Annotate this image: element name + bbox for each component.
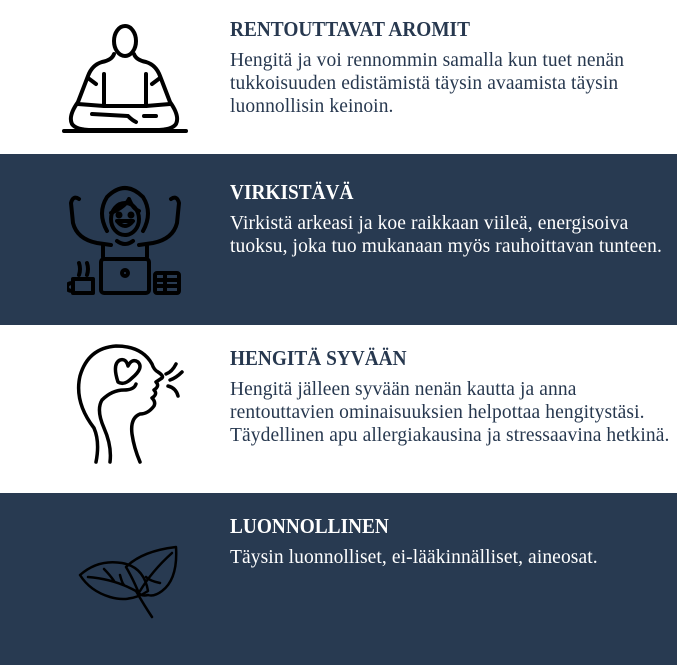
feature-heading: VIRKISTÄVÄ xyxy=(230,180,354,204)
feature-heading: HENGITÄ SYVÄÄN xyxy=(230,346,407,370)
feature-natural xyxy=(0,493,677,665)
feature-text xyxy=(230,346,670,447)
feature-description: Virkistä arkeasi ja koe raikkaan viileä, energisoiva tuoksu, joka tuo mukanaan myös rauhoittavan tunteen. xyxy=(230,213,662,257)
happy-person-laptop-icon xyxy=(67,183,183,297)
feature-heading: LUONNOLLINEN xyxy=(230,514,389,538)
feature-description: Hengitä ja voi rennommin samalla kun tuet nenän tukkoisuuden edistämistä täysin avaamista täysin luonnollisin keinoin. xyxy=(230,50,625,117)
leaf-icon xyxy=(78,545,182,621)
feature-description: Täysin luonnolliset, ei-lääkinnälliset, aineosat. xyxy=(230,547,598,568)
feature-text xyxy=(230,17,670,118)
meditation-icon xyxy=(62,24,188,136)
breathing-head-heart-icon xyxy=(72,342,188,466)
feature-text xyxy=(230,514,670,569)
feature-description: Hengitä jälleen syvään nenän kautta ja anna rentouttavien ominaisuuksien helpottaa hengitystäsi. Täydellinen apu allergiakausina ja stressaavina hetkinä. xyxy=(230,379,670,446)
feature-heading: RENTOUTTAVAT AROMIT xyxy=(230,17,470,41)
feature-relaxing-aromas xyxy=(0,0,677,154)
feature-text xyxy=(230,180,670,258)
feature-refreshing xyxy=(0,154,677,325)
feature-breathe-deep xyxy=(0,325,677,493)
